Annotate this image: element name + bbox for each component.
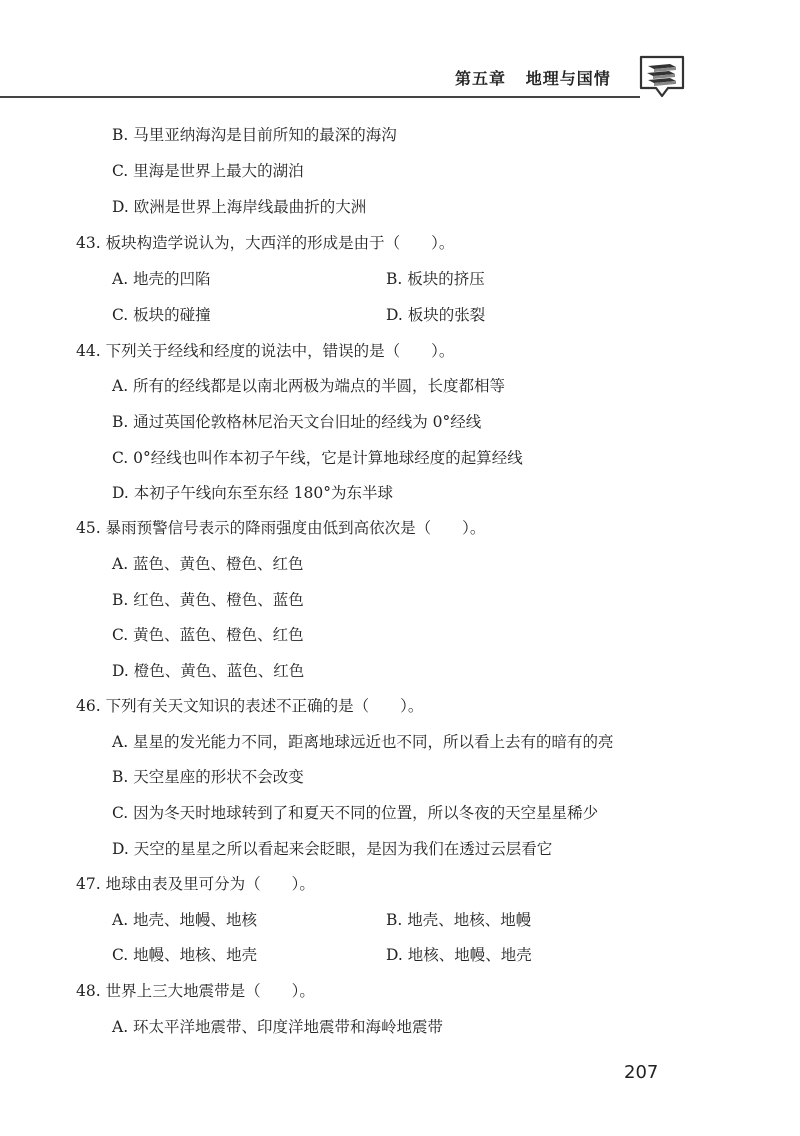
question-45-option-b: B. 红色、黄色、橙色、蓝色 — [112, 591, 304, 609]
chapter-number: 第五章 — [455, 69, 507, 88]
option-prev-d: D. 欧洲是世界上海岸线最曲折的大洲 — [112, 198, 367, 216]
question-48-stem: 48. 世界上三大地震带是（ ）。 — [76, 982, 315, 1000]
question-47-option-c: C. 地幔、地核、地壳 — [112, 946, 258, 964]
option-prev-b: B. 马里亚纳海沟是目前所知的最深的海沟 — [112, 126, 397, 144]
question-45-option-a: A. 蓝色、黄色、橙色、红色 — [112, 555, 304, 573]
question-44-stem: 44. 下列关于经线和经度的说法中，错误的是（ ）。 — [76, 342, 455, 360]
chapter-title: 地理与国情 — [525, 69, 611, 88]
question-47-option-a: A. 地壳、地幔、地核 — [112, 911, 258, 929]
question-45-option-d: D. 橙色、黄色、蓝色、红色 — [112, 662, 305, 680]
question-44-option-b: B. 通过英国伦敦格林尼治天文台旧址的经线为 0°经线 — [112, 413, 482, 431]
question-43-option-a: A. 地壳的凹陷 — [112, 270, 211, 288]
question-48-option-a: A. 环太平洋地震带、印度洋地震带和海岭地震带 — [112, 1018, 444, 1036]
question-43-option-d: D. 板块的张裂 — [386, 306, 486, 324]
question-45-stem: 45. 暴雨预警信号表示的降雨强度由低到高依次是（ ）。 — [76, 519, 486, 537]
question-46-option-b: B. 天空星座的形状不会改变 — [112, 768, 304, 786]
page-number: 207 — [624, 1062, 659, 1083]
question-46-option-c: C. 因为冬天时地球转到了和夏天不同的位置，所以冬夜的天空星星稀少 — [112, 804, 599, 822]
question-47-option-d: D. 地核、地幔、地壳 — [386, 946, 532, 964]
question-46-option-d: D. 天空的星星之所以看起来会眨眼，是因为我们在透过云层看它 — [112, 840, 553, 858]
question-43-option-b: B. 板块的挤压 — [386, 270, 485, 288]
question-44-option-a: A. 所有的经线都是以南北两极为端点的半圆，长度都相等 — [112, 377, 506, 395]
question-44-option-c: C. 0°经线也叫作本初子午线，它是计算地球经度的起算经线 — [112, 449, 523, 467]
question-43-option-c: C. 板块的碰撞 — [112, 306, 211, 324]
question-43-stem: 43. 板块构造学说认为，大西洋的形成是由于（ ）。 — [76, 234, 455, 252]
question-45-option-c: C. 黄色、蓝色、橙色、红色 — [112, 626, 304, 644]
question-47-option-b: B. 地壳、地核、地幔 — [386, 911, 532, 929]
question-47-stem: 47. 地球由表及里可分为（ ）。 — [76, 875, 315, 893]
question-44-option-d: D. 本初子午线向东至东经 180°为东半球 — [112, 484, 393, 502]
question-46-option-a: A. 星星的发光能力不同，距离地球远近也不同，所以看上去有的暗有的亮 — [112, 733, 614, 751]
option-prev-c: C. 里海是世界上最大的湖泊 — [112, 162, 304, 180]
question-46-stem: 46. 下列有关天文知识的表述不正确的是（ ）。 — [76, 697, 424, 715]
